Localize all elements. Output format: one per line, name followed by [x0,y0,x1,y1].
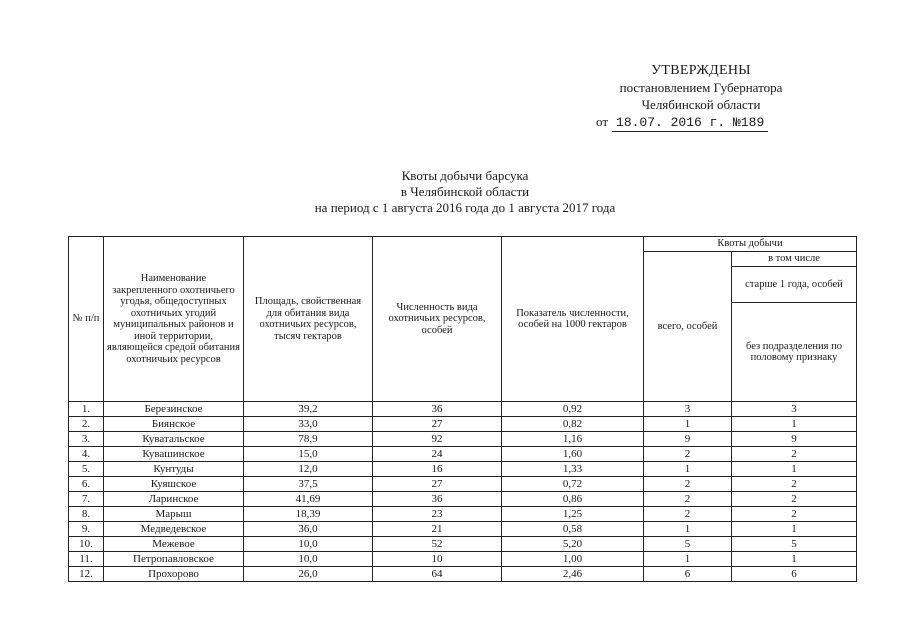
nosex-cell: 2 [732,492,857,507]
num-cell: 2. [69,417,104,432]
nosex-cell: 2 [732,477,857,492]
density-cell: 1,00 [502,552,644,567]
count-cell: 23 [373,507,502,522]
density-cell: 0,82 [502,417,644,432]
count-cell: 92 [373,432,502,447]
name-cell: Кунтуды [104,462,244,477]
table-row [69,492,857,507]
density-cell: 5,20 [502,537,644,552]
nosex-cell: 5 [732,537,857,552]
table-row [69,432,857,447]
name-cell: Медведевское [104,522,244,537]
num-cell: 9. [69,522,104,537]
name-cell: Куяшское [104,477,244,492]
name-cell: Куватальское [104,432,244,447]
title-line-2: в Челябинской области [400,184,530,199]
area-cell: 26,0 [244,567,373,582]
table-row [69,417,857,432]
table-row [69,447,857,462]
nosex-cell: 2 [732,447,857,462]
header-incl: в том числе [732,252,857,267]
num-cell: 4. [69,447,104,462]
name-cell: Межевое [104,537,244,552]
table-row [69,462,857,477]
area-cell: 39,2 [244,402,373,417]
density-cell: 1,33 [502,462,644,477]
area-cell: 18,39 [244,507,373,522]
header-density: Показатель численности, особей на 1000 гектаров [502,237,644,402]
count-cell: 10 [373,552,502,567]
title-line-1: Квоты добычи барсука [401,168,529,183]
num-cell: 1. [69,402,104,417]
total-cell: 1 [644,462,732,477]
area-cell: 10,0 [244,552,373,567]
area-cell: 15,0 [244,447,373,462]
density-cell: 1,60 [502,447,644,462]
table-body [69,402,857,582]
area-cell: 36,0 [244,522,373,537]
nosex-cell: 3 [732,402,857,417]
table-row [69,522,857,537]
approval-block [596,62,806,132]
nosex-cell: 6 [732,567,857,582]
name-cell: Прохорово [104,567,244,582]
density-cell: 1,25 [502,507,644,522]
total-cell: 1 [644,417,732,432]
count-cell: 36 [373,492,502,507]
count-cell: 27 [373,417,502,432]
table-row [69,537,857,552]
nosex-cell: 1 [732,552,857,567]
total-cell: 2 [644,477,732,492]
num-cell: 6. [69,477,104,492]
num-cell: 10. [69,537,104,552]
total-cell: 5 [644,537,732,552]
header-older: старше 1 года, особей [732,267,857,303]
table-row [69,402,857,417]
count-cell: 64 [373,567,502,582]
total-cell: 2 [644,447,732,462]
num-cell: 11. [69,552,104,567]
name-cell: Ларинское [104,492,244,507]
area-cell: 12,0 [244,462,373,477]
area-cell: 41,69 [244,492,373,507]
approval-from-label: от [596,114,609,129]
header-total: всего, особей [644,252,732,402]
count-cell: 27 [373,477,502,492]
name-cell: Березинское [104,402,244,417]
name-cell: Петропавловское [104,552,244,567]
total-cell: 2 [644,492,732,507]
approval-date-line [596,113,806,132]
approval-region: Челябинской области [641,97,761,112]
total-cell: 2 [644,507,732,522]
total-cell: 6 [644,567,732,582]
table-row [69,567,857,582]
num-cell: 12. [69,567,104,582]
document-title [250,168,680,216]
header-quota: Квоты добычи [644,237,857,252]
name-cell: Биянское [104,417,244,432]
header-name: Наименование закрепленного охотничьего угодья, общедоступных охотничьих угодий муниципальных районов и иной территории, являющейся средой обитания охотничьих ресурсов [104,237,244,402]
num-cell: 3. [69,432,104,447]
approval-decree: постановлением Губернатора [619,80,783,95]
nosex-cell: 1 [732,417,857,432]
header-area: Площадь, свойственная для обитания вида охотничьих ресурсов, тысяч гектаров [244,237,373,402]
header-count: Численность вида охотничьих ресурсов, особей [373,237,502,402]
area-cell: 78,9 [244,432,373,447]
density-cell: 2,46 [502,567,644,582]
num-cell: 5. [69,462,104,477]
area-cell: 10,0 [244,537,373,552]
table-row [69,507,857,522]
header-nosex: без подразделения по половому признаку [732,303,857,402]
name-cell: Марыш [104,507,244,522]
count-cell: 24 [373,447,502,462]
total-cell: 1 [644,552,732,567]
count-cell: 52 [373,537,502,552]
num-cell: 8. [69,507,104,522]
density-cell: 0,92 [502,402,644,417]
nosex-cell: 1 [732,462,857,477]
area-cell: 37,5 [244,477,373,492]
table-row [69,477,857,492]
total-cell: 3 [644,402,732,417]
header-num: № п/п [69,237,104,402]
nosex-cell: 2 [732,507,857,522]
title-line-3: на период с 1 августа 2016 года до 1 августа 2017 года [314,200,616,215]
approval-heading: УТВЕРЖДЕНЫ [651,63,751,78]
count-cell: 16 [373,462,502,477]
total-cell: 9 [644,432,732,447]
count-cell: 21 [373,522,502,537]
density-cell: 0,72 [502,477,644,492]
name-cell: Кувашинское [104,447,244,462]
quota-table [68,236,857,582]
nosex-cell: 1 [732,522,857,537]
density-cell: 0,86 [502,492,644,507]
num-cell: 7. [69,492,104,507]
count-cell: 36 [373,402,502,417]
approval-date-value: 18.07. 2016 г. №189 [612,114,768,132]
nosex-cell: 9 [732,432,857,447]
density-cell: 1,16 [502,432,644,447]
table-row [69,552,857,567]
total-cell: 1 [644,522,732,537]
area-cell: 33,0 [244,417,373,432]
density-cell: 0,58 [502,522,644,537]
